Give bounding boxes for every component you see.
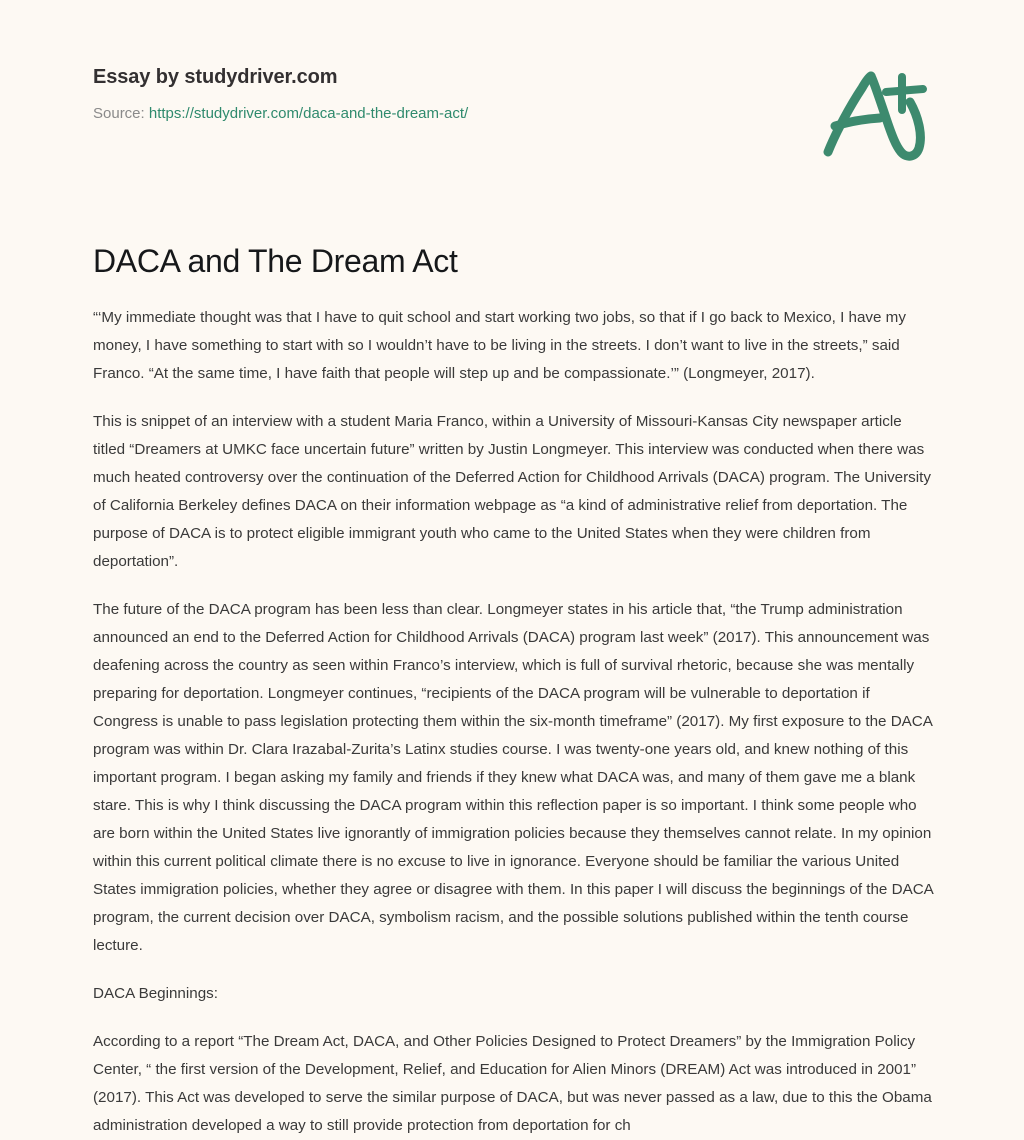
section-heading-daca-beginnings: DACA Beginnings: — [93, 985, 218, 1002]
brand-title: Essay by studydriver.com — [93, 66, 338, 88]
paragraph-interview-context: This is snippet of an interview with a student Maria Franco, within a University of Missouri-Kansas City newspaper article titled “Dreamers at UMKC face uncertain future” written by Justin Longmeyer. This interview was conducted when there was much heated controversy over the continuation of the Deferred Action for Childhood Arrivals (DACA) program. The University of California Berkeley defines DACA on their information webpage as “a kind of administrative relief from deportation. The purpose of DACA is to protect eligible immigrant youth who came to the United States when they were children from deportation”. — [93, 413, 931, 570]
article — [93, 240, 933, 1140]
site-header — [0, 0, 1024, 200]
brand-block — [93, 62, 468, 125]
paragraph-daca-future: The future of the DACA program has been less than clear. Longmeyer states in his article that, “the Trump administration announced an end to the Deferred Action for Childhood Arrivals (DACA) program last week” (2017). This announcement was deafening across the country as seen within Franco’s interview, which is full of survival rhetoric, because she was mentally preparing for deportation. Longmeyer continues, “recipients of the DACA program will be vulnerable to deportation if Congress is unable to pass legislation protecting them within the six-month timeframe” (2017). My first exposure to the DACA program was within Dr. Clara Irazabal-Zurita’s Latinx studies course. I was twenty-one years old, and knew nothing of this important program. I began asking my family and friends if they knew what DACA was, and many of them gave me a blank stare. This is why I think discussing the DACA program within this reflection paper is so important. I think some people who are born within the United States live ignorantly of immigration policies because they themselves cannot relate. In my opinion within this current political climate there is no excuse to live in ignorance. Everyone should be familiar the various United States immigration policies, whether they agree or disagree with them. In this paper I will discuss the beginnings of the DACA program, the current decision over DACA, symbolism racism, and the possible solutions published within the tenth course lecture. — [93, 601, 933, 954]
paragraph-dream-act-report: According to a report “The Dream Act, DACA, and Other Policies Designed to Protect Dreamers” by the Immigration Policy Center, “ the first version of the Development, Relief, and Education for Alien Minors (DREAM) Act was introduced in 2001” (2017). This Act was developed to serve the similar purpose of DACA, but was never passed as a law, due to this the Obama administration developed a way to still provide protection from deportation for ch — [93, 1033, 932, 1134]
source-line — [93, 103, 468, 125]
source-url-link[interactable]: https://studydriver.com/daca-and-the-dream-act/ — [148, 105, 469, 122]
source-label: Source: — [93, 105, 145, 122]
paragraph-quote: “‘My immediate thought was that I have to quit school and start working two jobs, so that if I go back to Mexico, I have my money, I have something to start with so I wouldn’t have to be living in the streets. I don’t want to live in the streets,” said Franco. “At the same time, I have faith that people will step up and be compassionate.’” (Longmeyer, 2017). — [93, 309, 906, 382]
page-title: DACA and The Dream Act — [93, 243, 458, 279]
article-body — [93, 304, 933, 1140]
a-plus-icon — [806, 60, 936, 170]
studydriver-logo[interactable] — [806, 60, 936, 170]
